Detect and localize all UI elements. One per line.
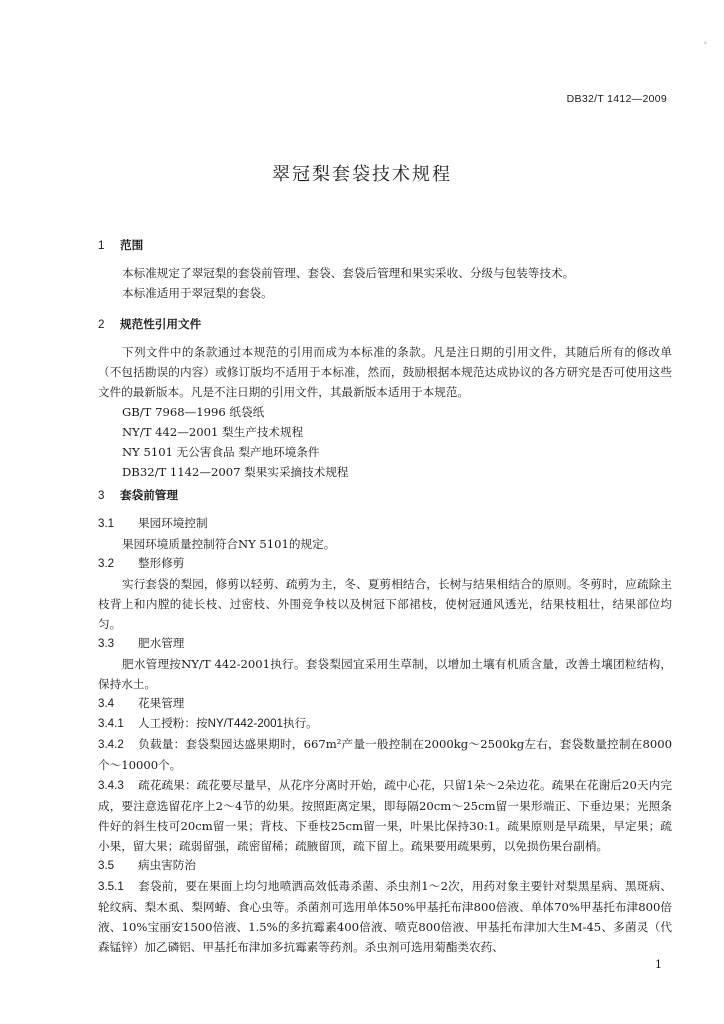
section-heading (98, 486, 672, 506)
clause-number: 3.5.1 (98, 880, 124, 893)
section-title: 范围 (120, 239, 144, 252)
section-title: 套袋前管理 (120, 489, 178, 502)
clause-text: 按NY/T442-2001执行。 (195, 717, 318, 730)
clause (98, 734, 672, 775)
subsection-heading (98, 554, 672, 574)
section-number: 1 (98, 239, 105, 252)
section-1 (98, 236, 672, 256)
subsection-heading (98, 856, 672, 876)
subsection-number: 3.3 (98, 637, 115, 650)
paragraph: 本标准适用于翠冠梨的套袋。 (122, 286, 273, 300)
clause-title: 负载量： (138, 738, 186, 751)
clause-text: 套袋前，要在果面上均匀地喷洒高效低毒杀菌、杀虫剂1～2次，用药对象主要针对梨黑星病、黑斑病、轮纹病、梨木虱、梨网蝽、食心虫等。杀菌剂可选用单体50%甲基托布津800倍液、单体70%甲基托布津800倍液、10%宝丽安1500倍液、1.5%的多抗霉素400倍液、喷克800倍液、甲基托布津加大生M-45、多菌灵（代森锰锌）加乙磷铝、甲基托布津加多抗霉素等药剂。杀虫剂可选用菊酯类农药、 (98, 879, 672, 954)
clause (98, 714, 672, 734)
reference-item: GB/T 7968—1996 纸袋纸 (122, 405, 265, 419)
paragraph: 果园环境质量控制符合NY 5101的规定。 (122, 537, 336, 551)
section-3-body (98, 514, 672, 957)
document-title: 翠冠梨套袋技术规程 (272, 164, 452, 185)
paragraph: 本标准规定了翠冠梨的套袋前管理、套袋、套袋后管理和果实采收、分级与包装等技术。 (122, 266, 575, 280)
reference-item: DB32/T 1142—2007 梨果实采摘技术规程 (122, 465, 349, 479)
paragraph: 肥水管理按NY/T 442-2001执行。套袋梨园宜采用生草制，以增加土壤有机质含量，改善土壤团粒结构，保持水土。 (98, 657, 672, 691)
section-2-body (98, 342, 672, 482)
scan-mark: 。 (704, 36, 712, 45)
subsection-number: 3.1 (98, 517, 115, 530)
clause-title: 疏花疏果： (138, 779, 197, 792)
section-heading (98, 315, 672, 335)
subsection-title: 果园环境控制 (138, 517, 208, 530)
clause (98, 876, 672, 957)
paragraph: 下列文件中的条款通过本规范的引用而成为本标准的条款。凡是注日期的引用文件，其随后所有的修改单（不包括勘误的内容）或修订版均不适用于本标准，然而，鼓励根据本规范达成协议的各方研究是否可使用这些文件的最新版本。凡是不注日期的引用文件，其最新版本适用于本规范。 (98, 345, 672, 399)
subsection-title: 整形修剪 (138, 557, 185, 570)
subsection-number: 3.5 (98, 859, 115, 872)
subsection-heading (98, 634, 672, 654)
subsection-heading (98, 694, 672, 714)
subsection-number: 3.2 (98, 557, 115, 570)
clause (98, 775, 672, 856)
section-2 (98, 315, 672, 335)
subsection-title: 病虫害防治 (138, 859, 196, 872)
subsection-heading (98, 514, 672, 534)
clause-number: 3.4.1 (98, 717, 124, 730)
clause-title: 人工授粉： (138, 717, 196, 730)
section-3 (98, 486, 672, 506)
clause-number: 3.4.2 (98, 738, 124, 751)
section-number: 3 (98, 489, 105, 502)
reference-list (98, 402, 672, 482)
reference-item: NY 5101 无公害食品 梨产地环境条件 (122, 445, 320, 459)
standard-code: DB32/T 1412—2009 (566, 93, 667, 105)
paragraph: 实行套袋的梨园，修剪以轻剪、疏剪为主，冬、夏剪相结合，长树与结果相结合的原则。冬剪时，应疏除主枝背上和内膛的徒长枝、过密枝、外围竞争枝以及树冠下部裙枝，使树冠通风透光，结果枝粗壮，结果部位均匀。 (98, 577, 672, 631)
section-title: 规范性引用文件 (120, 318, 202, 331)
subsection-title: 肥水管理 (138, 637, 185, 650)
clause-text: 疏花要尽量早，从花序分离时开始，疏中心花，只留1朵～2朵边花。疏果在花谢后20天内完成，要注意选留花序上2～4节的幼果。按照距离定果，即每隔20cm～25cm留一果形端正、下垂边果；光照条件好的斜生枝可20cm留一果；背枝、下垂枝25cm留一果，叶果比保持30:1。疏果原则是早疏果，早定果；疏小果，留大果；疏弱留强，疏密留稀；疏腋留顶，疏下留上。疏果要用疏果剪，以免损伤果台副梢。 (98, 778, 672, 853)
reference-item: NY/T 442—2001 梨生产技术规程 (122, 425, 304, 439)
clause-text: 套袋梨园达盛果期时，667m²产量一般控制在2000kg～2500kg左右，套袋数量控制在8000个～10000个。 (98, 737, 672, 772)
page-number: 1 (655, 958, 662, 971)
section-1-body (98, 263, 672, 303)
section-heading (98, 236, 672, 256)
section-number: 2 (98, 318, 105, 331)
subsection-number: 3.4 (98, 697, 115, 710)
clause-number: 3.4.3 (98, 779, 124, 792)
subsection-title: 花果管理 (138, 697, 185, 710)
